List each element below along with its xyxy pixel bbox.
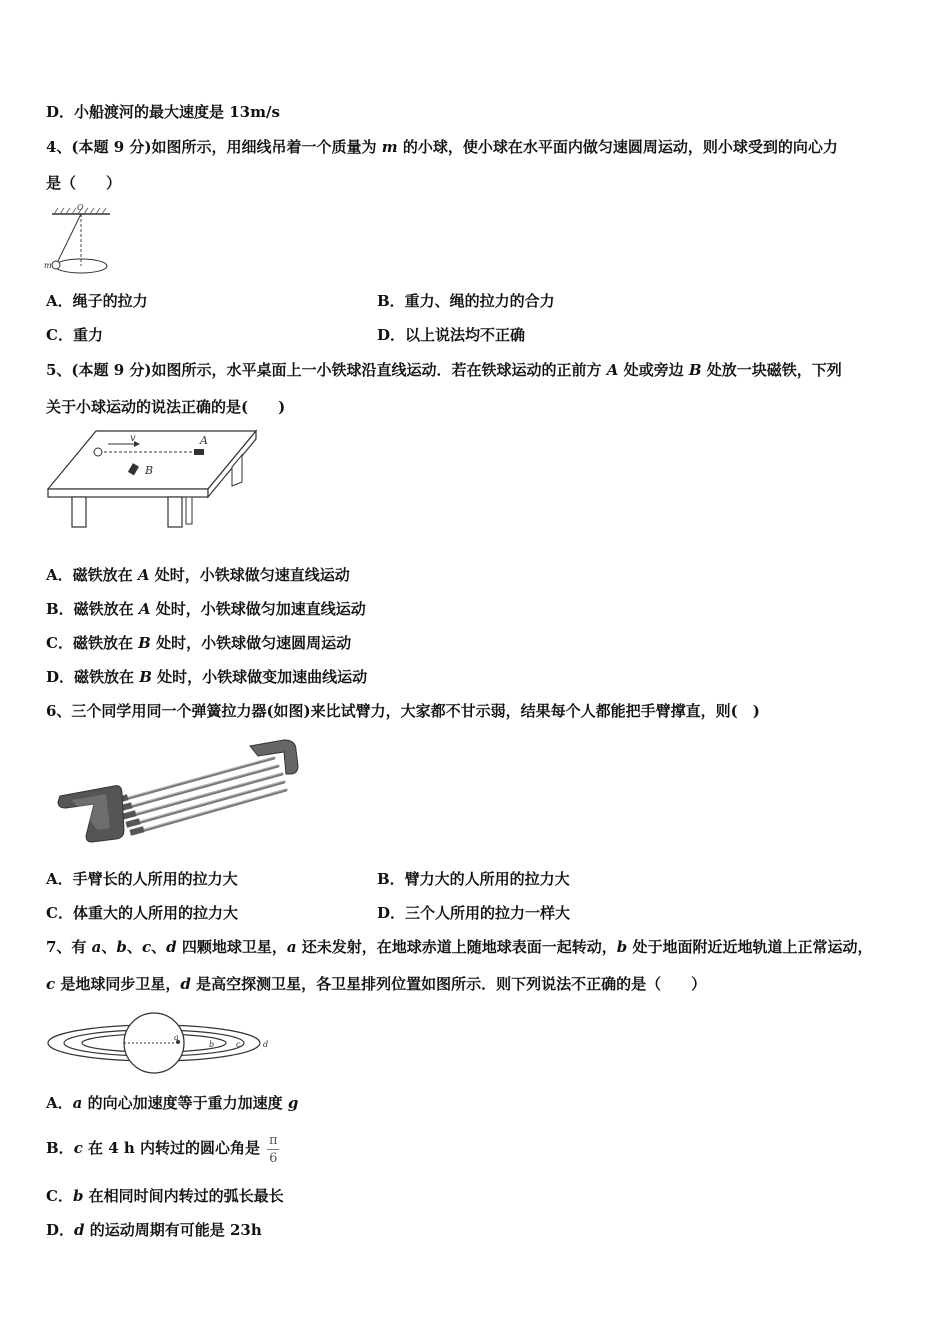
fig-label-d-sat: d <box>263 1040 269 1049</box>
q4-option-b: B．重力、绳的拉力的合力 <box>377 292 555 310</box>
q7-option-d: D．d 的运动周期有可能是 23h <box>46 1221 262 1239</box>
satellite-orbits-figure <box>44 1010 276 1076</box>
q7-option-a: A．a 的向心加速度等于重力加速度 g <box>46 1094 299 1112</box>
q4-option-d: D．以上说法均不正确 <box>377 326 526 344</box>
fraction-pi-over-6: $\frac{\pi}{6}$ <box>269 1132 278 1166</box>
q5-option-d: D．磁铁放在 B 处时，小铁球做变加速曲线运动 <box>46 668 368 686</box>
fig-label-a-sat: a <box>174 1033 179 1042</box>
q6-option-d: D．三个人所用的拉力一样大 <box>377 904 571 922</box>
q5-option-a: A．磁铁放在 A 处时，小铁球做匀速直线运动 <box>46 566 350 584</box>
q7-stem-line2: c 是地球同步卫星，d 是高空探测卫星，各卫星排列位置如图所示．则下列说法不正确的是（ ） <box>46 975 707 993</box>
fig-label-a: A <box>200 434 208 447</box>
q4-stem-line2: 是（ ） <box>46 174 122 192</box>
q4-option-a: A．绳子的拉力 <box>46 292 148 310</box>
q4-option-c: C．重力 <box>46 326 103 344</box>
spring-expander-figure <box>52 738 302 846</box>
q5-stem-line2: 关于小球运动的说法正确的是( ) <box>46 398 286 416</box>
fig-label-b-sat: b <box>209 1040 215 1049</box>
q6-option-a: A．手臂长的人所用的拉力大 <box>46 870 238 888</box>
fig-label-o: O <box>77 203 84 212</box>
fig-label-m: m <box>44 261 52 270</box>
fig-label-c-sat: c <box>236 1040 241 1049</box>
fig-label-b: B <box>145 464 154 477</box>
q7-option-c: C．b 在相同时间内转过的弧长最长 <box>46 1187 284 1205</box>
q7-option-b: B．c 在 4 h 内转过的圆心角是 $\frac{\pi}{6}$ <box>46 1132 278 1166</box>
q5-option-c: C．磁铁放在 B 处时，小铁球做匀速圆周运动 <box>46 634 352 652</box>
q5-stem-line1: 5、(本题 9 分)如图所示，水平桌面上一小铁球沿直线运动．若在铁球运动的正前方 A 处或旁边 B 处放一块磁铁，下列 <box>46 361 842 379</box>
conical-pendulum-figure <box>40 200 120 280</box>
q4-stem-line1: 4、(本题 9 分)如图所示，用细线吊着一个质量为 m 的小球，使小球在水平面内做匀速圆周运动，则小球受到的向心力 <box>46 138 838 156</box>
q7-stem-line1: 7、有 a、b、c、d 四颗地球卫星，a 还未发射，在地球赤道上随地球表面一起转动，b 处于地面附近近地轨道上正常运动， <box>46 938 873 956</box>
q6-option-b: B．臂力大的人所用的拉力大 <box>377 870 570 888</box>
table-magnet-figure <box>44 426 264 532</box>
q6-option-c: C．体重大的人所用的拉力大 <box>46 904 238 922</box>
q6-stem: 6、三个同学用同一个弹簧拉力器(如图)来比试臂力，大家都不甘示弱，结果每个人都能把手臂撑直，则( ) <box>46 702 760 720</box>
fig-label-v: v <box>130 433 136 444</box>
q3-option-d: D．小船渡河的最大速度是 13m/s <box>46 103 280 121</box>
q5-option-b: B．磁铁放在 A 处时，小铁球做匀加速直线运动 <box>46 600 366 618</box>
